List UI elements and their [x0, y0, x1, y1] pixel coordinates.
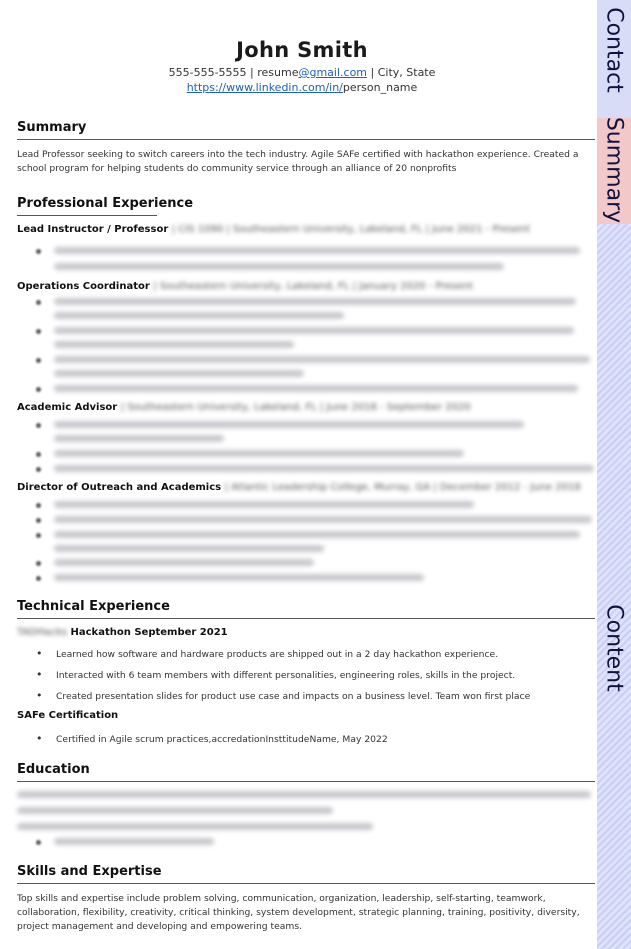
linkedin-line	[0, 81, 604, 94]
bullet-dot	[36, 300, 41, 305]
redacted-line	[17, 807, 333, 814]
bullet-dot	[36, 249, 41, 254]
redacted-job-detail: | Atlantic Leadership College, Murray, GA | December 2012 - June 2018	[224, 482, 581, 493]
skills-divider	[17, 883, 595, 884]
redacted-line	[54, 263, 504, 270]
redacted-line	[54, 516, 592, 523]
bullet-dot	[36, 452, 41, 457]
bullet-dot	[36, 467, 41, 472]
education-heading: Education	[17, 762, 90, 777]
skills-heading: Skills and Expertise	[17, 864, 162, 879]
phone-email-prefix: 555-555-5555 | resume	[168, 66, 299, 79]
hackathon-heading: TADHacks Hackathon September 2021	[17, 627, 228, 638]
education-divider	[17, 781, 595, 782]
job-title: Lead Instructor / Professor | CIS 1090 | Southeastern University, Lakeland, FL | June 2021 - Present	[17, 224, 530, 235]
redacted-line	[54, 385, 578, 392]
tab-content[interactable]	[597, 224, 631, 949]
list-item: • Interacted with 6 team members with different personalities, engineering roles, skills in the project.	[36, 668, 516, 681]
redacted-line	[54, 312, 344, 319]
email-link[interactable]: @gmail.com	[298, 66, 368, 79]
bullet-dot	[36, 576, 41, 581]
redacted-job-detail: | Southeastern University, Lakeland, FL | January 2020 - Present	[153, 281, 474, 292]
location: | City, State	[367, 66, 436, 79]
redacted-line	[54, 465, 594, 472]
candidate-name: John Smith	[236, 38, 368, 62]
redacted-line	[54, 450, 464, 457]
tab-content-label: Content	[601, 604, 627, 692]
bullet-dot	[36, 518, 41, 523]
redacted-line	[17, 823, 373, 830]
professional-divider	[17, 215, 157, 216]
linkedin-link[interactable]: https://www.linkedin.com/in/	[186, 81, 343, 94]
technical-divider	[17, 618, 595, 619]
certification-heading: SAFe Certification	[17, 710, 119, 721]
redacted-line	[54, 327, 574, 334]
redacted-line	[54, 341, 294, 348]
redacted-line	[54, 545, 324, 552]
summary-heading: Summary	[17, 120, 87, 135]
redacted-line	[17, 791, 591, 798]
tab-contact[interactable]	[597, 0, 631, 118]
redacted-job-detail: | Southeastern University, Lakeland, FL | June 2018 - September 2020	[120, 402, 471, 413]
redacted-line	[54, 838, 214, 845]
tab-summary[interactable]	[597, 118, 631, 224]
bullet-dot	[36, 358, 41, 363]
redacted-hackathon-name: TADHacks	[17, 627, 68, 638]
bullet-dot	[36, 561, 41, 566]
skills-text: Top skills and expertise include problem solving, communication, organization, leadership, self-starting, teamwork, collaboration, flexibility, creativity, critical thinking, system development, strategic planning, training, positivity, diversity, project management and developing and empowering teams.	[17, 893, 580, 932]
redacted-line	[54, 356, 590, 363]
professional-heading: Professional Experience	[17, 196, 194, 211]
job-title: Operations Coordinator | Southeastern University, Lakeland, FL | January 2020 - Present	[17, 281, 474, 292]
bullet-dot	[36, 840, 41, 845]
tab-summary-label: Summary	[601, 116, 627, 224]
redacted-line	[54, 298, 576, 305]
bullet-dot	[36, 533, 41, 538]
summary-divider	[17, 139, 595, 140]
redacted-line	[54, 435, 224, 442]
redacted-job-detail: | CIS 1090 | Southeastern University, Lakeland, FL | June 2021 - Present	[171, 224, 530, 235]
job-title: Director of Outreach and Academics | Atlantic Leadership College, Murray, GA | December 2012 - June 2018	[17, 482, 581, 493]
summary-text: Lead Professor seeking to switch careers into the tech industry. Agile SAFe certified with hackathon experience. Created a school program for helping students do community service through an alliance of 20 nonprofits	[17, 149, 579, 174]
redacted-line	[54, 370, 304, 377]
redacted-line	[54, 531, 580, 538]
list-item: • Created presentation slides for product use case and impacts on a business level. Team won first place	[36, 689, 531, 702]
list-item: • Certified in Agile scrum practices,accredationInsttitudeName, May 2022	[36, 732, 388, 745]
linkedin-handle: person_name	[342, 81, 418, 94]
redacted-line	[54, 421, 524, 428]
job-title: Academic Advisor | Southeastern University, Lakeland, FL | June 2018 - September 2020	[17, 402, 471, 413]
list-item: • Learned how software and hardware products are shipped out in a 2 day hackathon experience.	[36, 647, 499, 660]
redacted-line	[54, 559, 314, 566]
tab-contact-label: Contact	[601, 7, 627, 93]
technical-heading: Technical Experience	[17, 599, 170, 614]
bullet-dot	[36, 329, 41, 334]
contact-line	[0, 66, 604, 79]
bullet-dot	[36, 503, 41, 508]
bullet-dot	[36, 387, 41, 392]
redacted-line	[54, 574, 424, 581]
bullet-dot	[36, 423, 41, 428]
redacted-line	[54, 247, 580, 254]
redacted-line	[54, 501, 474, 508]
